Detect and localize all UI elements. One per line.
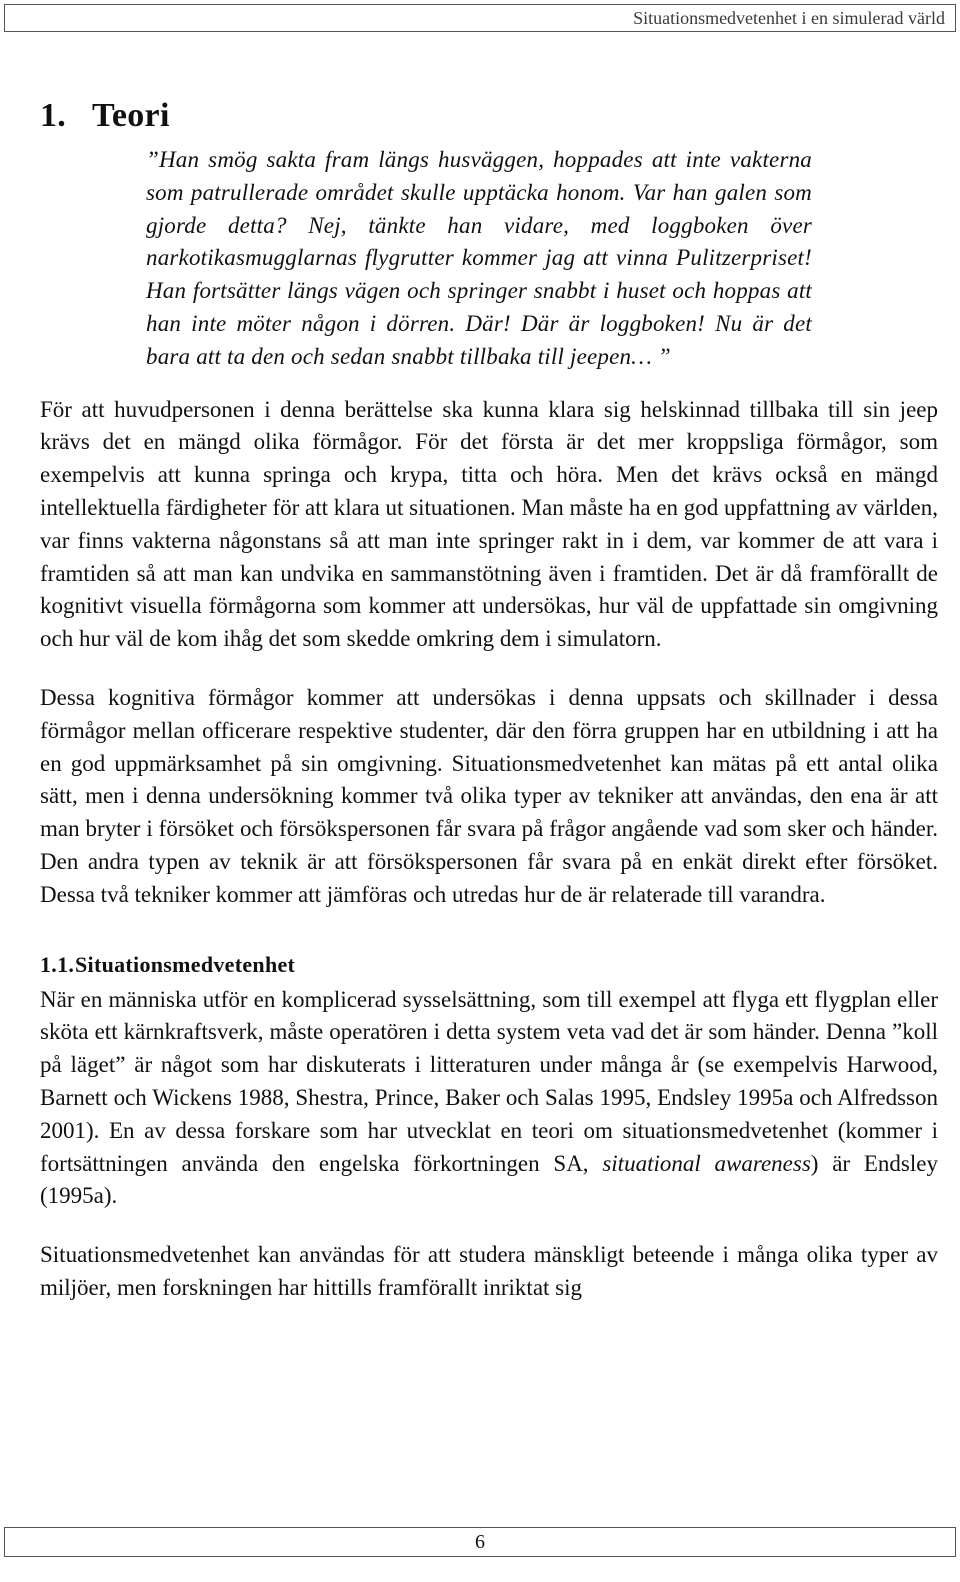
italic-term: situational awareness — [602, 1150, 811, 1176]
running-title: Situationsmedvetenhet i en simulerad värld — [633, 8, 945, 28]
page-footer — [4, 1527, 956, 1557]
page-number: 6 — [475, 1531, 485, 1553]
section-title: Teori — [92, 97, 170, 134]
paragraph: Situationsmedvetenhet kan användas för att studera mänskligt beteende i många olika typer av miljöer, men forskningen har hittills framförallt inriktat sig — [40, 1242, 938, 1300]
subsection-heading — [40, 950, 938, 980]
paragraph-text: ) är Endsley (1995a). — [40, 1150, 938, 1209]
paragraph: Dessa kognitiva förmågor kommer att undersökas i denna uppsats och skillnader i dessa förmågor mellan officerare respektive studenter, där den förra gruppen har en utbildning i att ha en god uppmärksamhet på sin omgivning. Situationsmedvetenhet kan mätas på ett antal olika sätt, men i denna undersökning kommer två olika typer av tekniker att användas, den ena är att man bryter i försöket och försökspersonen får svara på frågor angående vad som sker och händer. Den andra typen av teknik är att försökspersonen får svara på en enkät direkt efter försöket. Dessa två tekniker kommer att jämföras och utredas hur de är relaterade till varandra. — [40, 684, 938, 907]
page-content — [40, 94, 938, 1305]
intro-quote: ”Han smög sakta fram längs husväggen, hoppades att inte vakterna som patrullerade området skulle upptäcka honom. Var han galen som gjorde detta? Nej, tänkte han vidare, med loggboken över narkotikasmugglarnas flygrutter kommer jag att vinna Pulitzerpriset! Han fortsätter längs vägen och springer snabbt i huset och hoppas att han inte möter någon i dörren. Där! Där är loggboken! Nu är det bara att ta den och sedan snabbt tillbaka till jeepen… ” — [146, 147, 812, 369]
subsection-title: Situationsmedvetenhet — [75, 951, 296, 977]
section-number: 1. — [40, 97, 67, 134]
paragraph — [40, 984, 938, 1214]
section-heading — [40, 94, 938, 138]
running-header — [4, 4, 956, 32]
paragraph: För att huvudpersonen i denna berättelse ska kunna klara sig helskinnad tillbaka till sin jeep krävs det en mängd olika förmågor. För det första är det mer kroppsliga förmågor, som exempelvis att kunna springa och krypa, titta och höra. Men det krävs också en mängd intellektuella färdigheter för att klara ut situationen. Man måste ha en god uppfattning av världen, var finns vakterna någonstans så att man inte springer rakt in i dem, var kommer de att vara i framtiden så att man kan undvika en sammanstötning även i framtiden. Det är då framförallt de kognitivt visuella förmågorna som kommer att undersökas, hur väl de uppfattade sin omgivning och hur väl de kom ihåg det som skedde omkring dem i simulatorn. — [40, 396, 938, 652]
subsection-number: 1.1. — [40, 951, 75, 977]
paragraph-text: När en människa utför en komplicerad sysselsättning, som till exempel att flyga ett flygplan eller sköta ett kärnkraftsverk, måste operatören i detta system veta vad det är som händer. Denna ”koll på läget” är något som har diskuterats i litteraturen under många år (se exempelvis Harwood, Barnett och Wickens 1988, Shestra, Prince, Baker och Salas 1995, Endsley 1995a och Alfredsson 2001). En av dessa forskare som har utvecklat en teori om situationsmedvetenhet (kommer i fortsättningen använda den engelska förkortningen SA, — [40, 986, 938, 1176]
